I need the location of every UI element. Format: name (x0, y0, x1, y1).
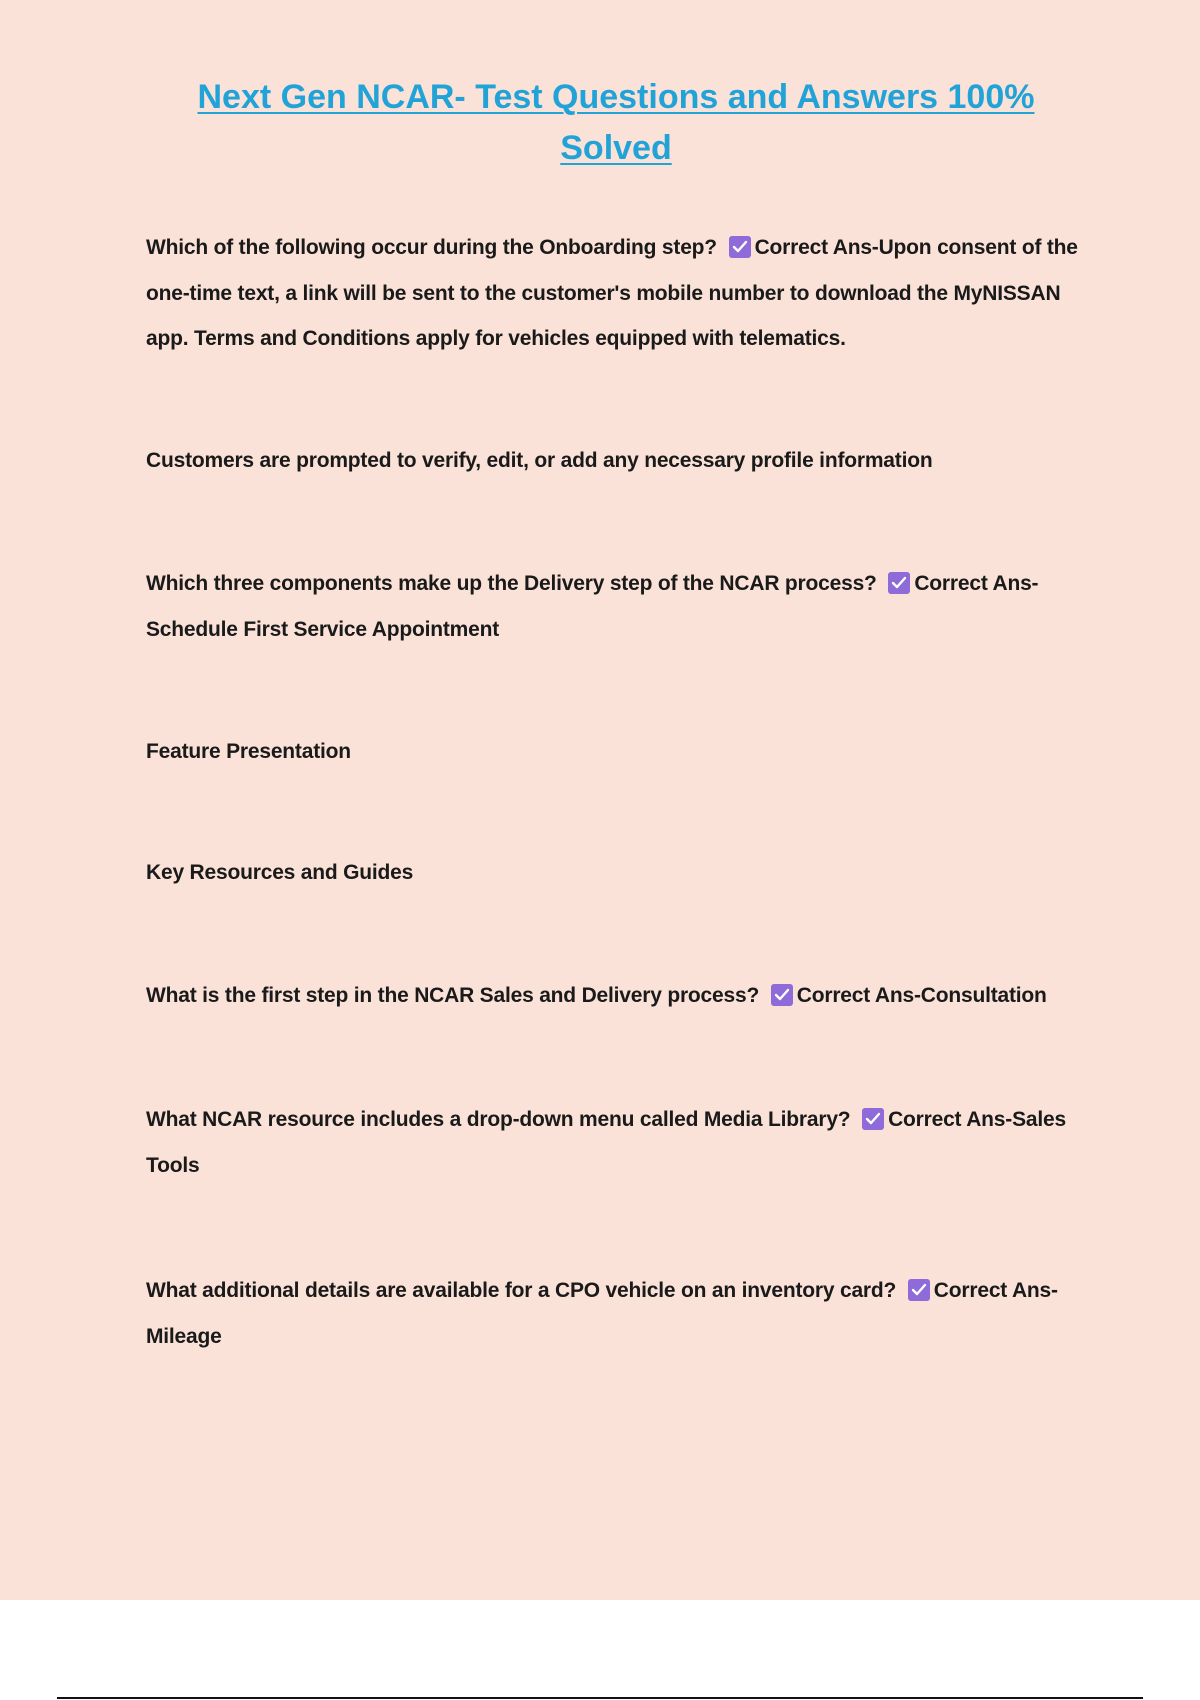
answer-text: Correct Ans-Consultation (796, 984, 1047, 1007)
checkbox-checked-icon (888, 572, 910, 594)
qa-item (146, 225, 1086, 362)
qa-item (146, 438, 1086, 484)
answer-text: Correct Ans-Mileage (146, 1279, 1058, 1348)
question-text: Which three components make up the Delivery step of the NCAR process? (146, 572, 877, 595)
answer-text: Correct Ans-Upon consent of the one-time text, a link will be sent to the customer's mobile number to download the MyNISSAN app. Terms and Conditions apply for vehicles equipped with telematics. (146, 236, 1078, 350)
answer-continuation-text: Key Resources and Guides (146, 861, 414, 884)
qa-item (146, 850, 1086, 896)
qa-item (146, 973, 1086, 1019)
question-text: What NCAR resource includes a drop-down menu called Media Library? (146, 1108, 851, 1131)
qa-item (146, 1268, 1086, 1359)
question-text: Which of the following occur during the Onboarding step? (146, 236, 717, 259)
checkbox-checked-icon (771, 984, 793, 1006)
answer-continuation-text: Feature Presentation (146, 740, 351, 763)
answer-text: Correct Ans-Schedule First Service Appointment (146, 572, 1039, 641)
qa-item (146, 1097, 1086, 1188)
footer-divider (57, 1697, 1143, 1699)
checkbox-checked-icon (729, 236, 751, 258)
question-text: What additional details are available for a CPO vehicle on an inventory card? (146, 1279, 897, 1302)
checkbox-checked-icon (862, 1108, 884, 1130)
qa-item (146, 729, 1086, 775)
answer-text: Correct Ans-Sales Tools (146, 1108, 1066, 1177)
answer-continuation-text: Customers are prompted to verify, edit, or add any necessary profile information (146, 449, 933, 472)
document-title: Next Gen NCAR- Test Questions and Answers 100% Solved (197, 78, 1035, 167)
qa-item (146, 561, 1086, 652)
checkbox-checked-icon (908, 1279, 930, 1301)
question-text: What is the first step in the NCAR Sales and Delivery process? (146, 984, 760, 1007)
